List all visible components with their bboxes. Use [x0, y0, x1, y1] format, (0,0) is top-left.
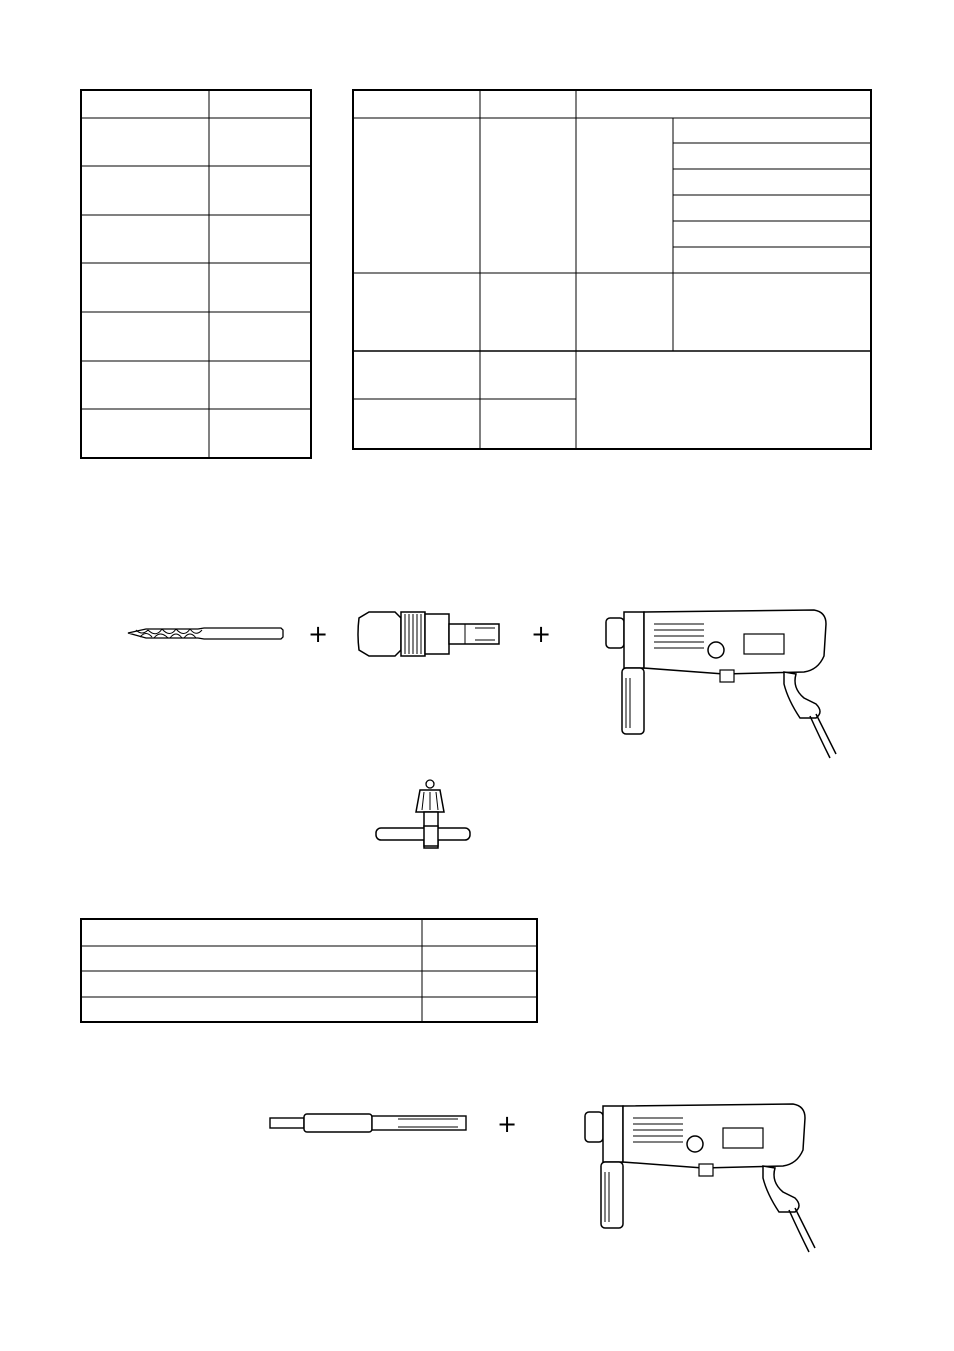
- sds-adapter-illustration: [268, 1112, 468, 1136]
- right-table-grid: [352, 89, 872, 450]
- rotary-hammer-illustration-bottom: [583, 1098, 823, 1258]
- left-table: [80, 89, 312, 459]
- drill-bit-illustration: [126, 624, 286, 644]
- keyed-chuck-illustration: [355, 604, 505, 664]
- left-table-grid: [80, 89, 312, 459]
- plus-sign-3: +: [497, 1110, 518, 1138]
- plus-sign-2: +: [531, 620, 552, 648]
- bottom-table: [80, 918, 538, 1023]
- bottom-table-grid: [80, 918, 538, 1023]
- plus-sign-1: +: [308, 620, 329, 648]
- chuck-key-illustration: [374, 778, 474, 848]
- rotary-hammer-illustration-top: [604, 604, 844, 764]
- right-table: [352, 89, 872, 450]
